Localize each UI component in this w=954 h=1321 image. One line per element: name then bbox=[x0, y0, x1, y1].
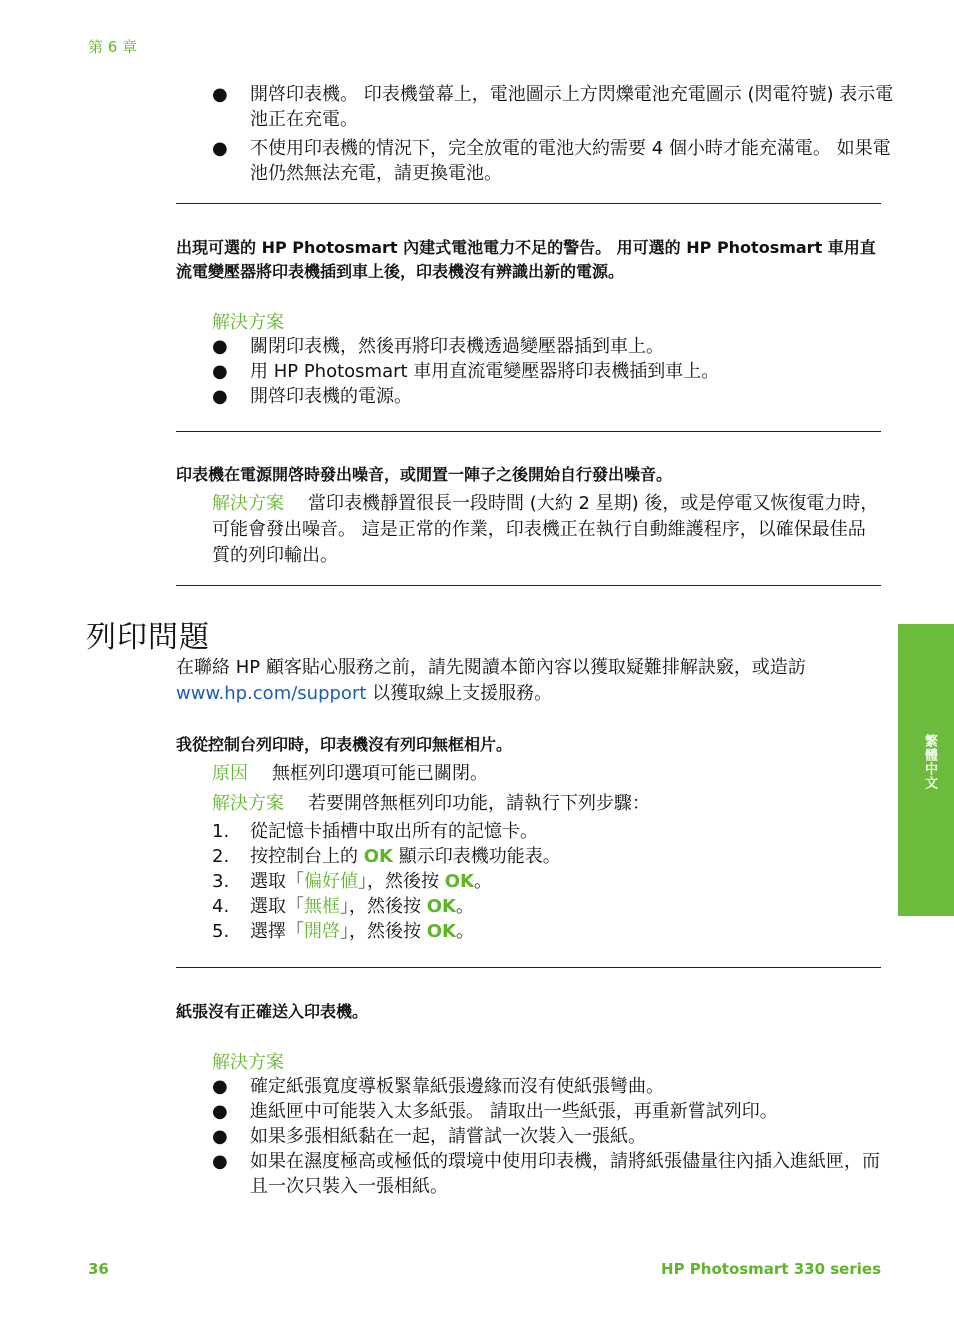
solution-bullet-list bbox=[176, 1074, 896, 1199]
solution-bullet-list bbox=[176, 334, 896, 409]
divider bbox=[176, 967, 881, 968]
ok-key: OK bbox=[426, 896, 456, 917]
list-item: 2. 按控制台上的 OK 顯示印表機功能表。 bbox=[212, 846, 561, 867]
menu-option: 偏好値 bbox=[304, 871, 358, 892]
list-item: ● 如果在濕度極高或極低的環境中使用印表機，請將紙張儘量往內插入進紙匣，而且一次只裝入一張相紙。 bbox=[212, 1151, 880, 1197]
ok-key: OK bbox=[426, 921, 456, 942]
solution-paragraph: 解決方案 當印表機靜置很長一段時間 (大約 2 星期) 後，或是停電又恢復電力時，可能會發出噪音。 這是正常的作業，印表機正在執行自動維護程序，以確保最佳品質的列印輸出。 bbox=[212, 493, 879, 566]
list-item: ● 用 HP Photosmart 車用直流電變壓器將印表機插到車上。 bbox=[212, 361, 720, 382]
ok-key: OK bbox=[363, 846, 393, 867]
product-name: HP Photosmart 330 series bbox=[661, 1260, 881, 1278]
solution-line: 解決方案 若要開啓無框列印功能，請執行下列步驟： bbox=[212, 793, 650, 814]
cause-line: 原因 無框列印選項可能已關閉。 bbox=[212, 763, 488, 784]
steps-list bbox=[176, 819, 896, 944]
ok-key: OK bbox=[444, 871, 474, 892]
list-item: ● 開啓印表機。 印表機螢幕上，電池圖示上方閃爍電池充電圖示 (閃電符號) 表示電池正在充電。 bbox=[212, 84, 894, 130]
list-item: ● 不使用印表機的情況下，完全放電的電池大約需要 4 個小時才能充滿電。 如果電池仍然無法充電，請更換電池。 bbox=[212, 138, 891, 184]
list-item: ● 進紙匣中可能裝入太多紙張。 請取出一些紙張，再重新嘗試列印。 bbox=[212, 1101, 778, 1122]
list-item: 1. 從記憶卡插槽中取出所有的記憶卡。 bbox=[212, 821, 538, 842]
question-heading: 紙張沒有正確送入印表機。 bbox=[176, 1002, 369, 1021]
question-heading: 我從控制台列印時，印表機沒有列印無框相片。 bbox=[176, 735, 513, 754]
support-link[interactable]: www.hp.com/support bbox=[176, 683, 367, 704]
list-item: ● 如果多張相紙黏在一起，請嘗試一次裝入一張紙。 bbox=[212, 1126, 646, 1147]
question-heading: 印表機在電源開啓時發出噪音，或閒置一陣子之後開始自行發出噪音。 bbox=[176, 465, 673, 484]
side-tab-label: 繁體中文 bbox=[922, 734, 937, 790]
divider bbox=[176, 431, 881, 432]
list-item: 3. 選取「偏好値」，然後按 OK。 bbox=[212, 871, 492, 892]
solution-label: 解決方案 bbox=[212, 793, 284, 814]
battery-bullet-list bbox=[176, 82, 896, 186]
chapter-header: 第 6 章 bbox=[88, 38, 138, 56]
cause-label: 原因 bbox=[212, 763, 248, 784]
question-heading: 出現可選的 HP Photosmart 內建式電池電力不足的警告。 用可選的 HP Photosmart 車用直流電變壓器將印表機插到車上後，印表機沒有辨識出新的電源。 bbox=[176, 238, 876, 281]
list-item: ● 開啓印表機的電源。 bbox=[212, 386, 412, 407]
list-item: ● 關閉印表機，然後再將印表機透過變壓器插到車上。 bbox=[212, 336, 664, 357]
page-number: 36 bbox=[88, 1260, 109, 1278]
solution-label: 解決方案 bbox=[212, 1052, 284, 1073]
menu-option: 無框 bbox=[304, 896, 340, 917]
divider bbox=[176, 203, 881, 204]
section-title: 列印問題 bbox=[86, 620, 210, 655]
solution-label: 解決方案 bbox=[212, 312, 284, 333]
list-item: 4. 選取「無框」，然後按 OK。 bbox=[212, 896, 474, 917]
list-item: ● 確定紙張寬度導板緊靠紙張邊緣而沒有使紙張彎曲。 bbox=[212, 1076, 664, 1097]
solution-label: 解決方案 bbox=[212, 493, 284, 514]
language-side-tab bbox=[898, 624, 954, 916]
divider bbox=[176, 585, 881, 586]
menu-option: 開啓 bbox=[304, 921, 340, 942]
section-intro: 在聯絡 HP 顧客貼心服務之前，請先閱讀本節內容以獲取疑難排解訣竅，或造訪 www.hp.com/support 以獲取線上支援服務。 bbox=[176, 657, 806, 704]
list-item: 5. 選擇「開啓」，然後按 OK。 bbox=[212, 921, 474, 942]
